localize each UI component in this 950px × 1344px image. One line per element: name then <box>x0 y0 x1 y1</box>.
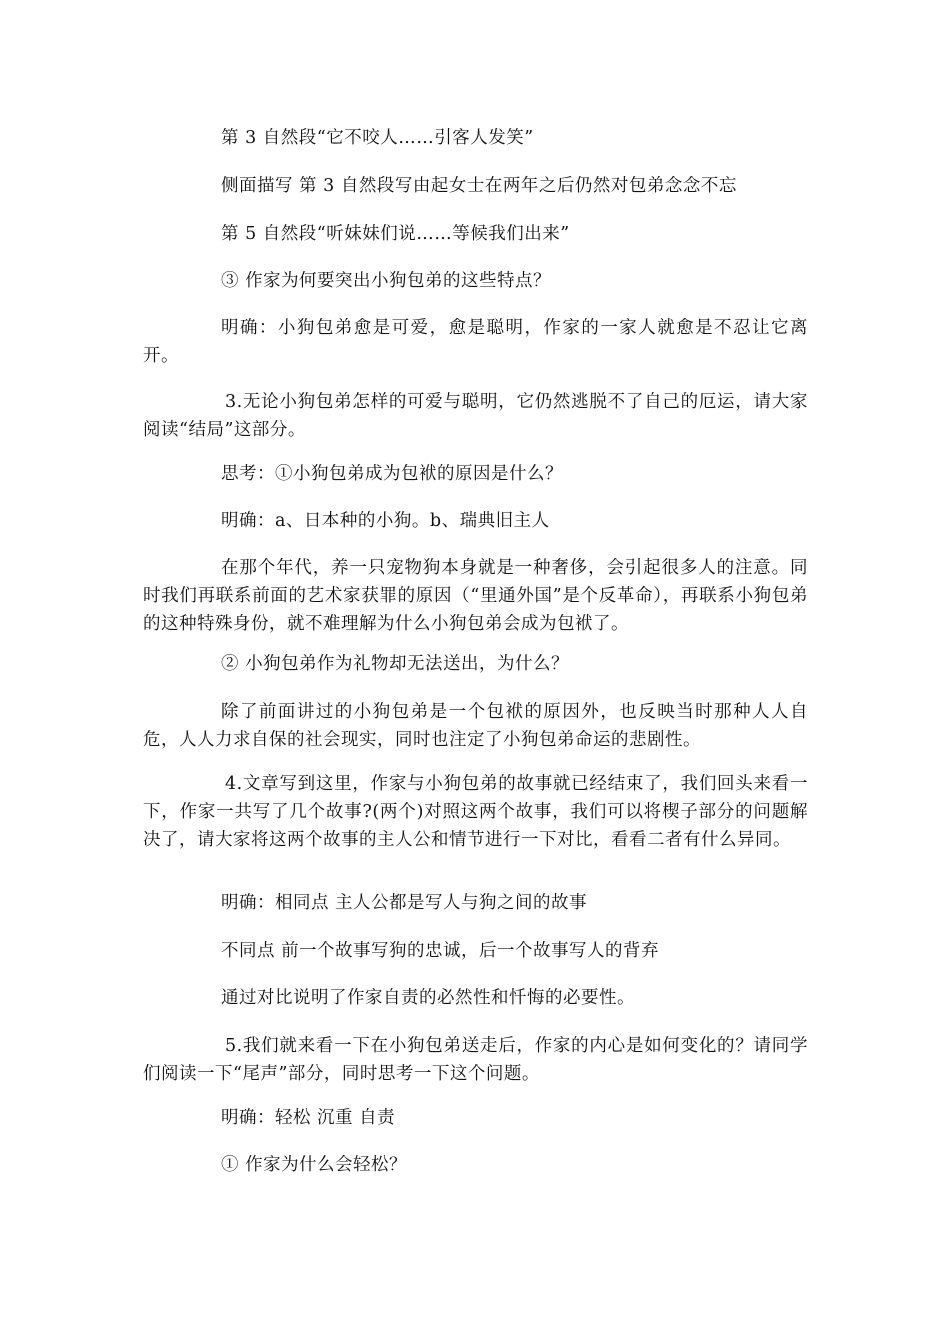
paragraph-12: 4.文章写到这里，作家与小狗包弟的故事就已经结束了，我们回头来看一下，作家一共写了几个故事?(两个)对照这两个故事，我们可以将楔子部分的问题解决了，请大家将这两个故事的主人公和情节进行一下对比，看看二者有什么异同。 <box>143 774 808 850</box>
paragraph-5: 明确：小狗包弟愈是可爱，愈是聪明，作家的一家人就愈是不忍让它离开。 <box>143 318 808 366</box>
paragraph-14: 不同点 前一个故事写狗的忠诚，后一个故事写人的背弃 <box>221 941 660 961</box>
paragraph-4: ③ 作家为何要突出小狗包弟的这些特点？ <box>221 271 552 291</box>
paragraph-18: ① 作家为什么会轻松？ <box>221 1155 408 1175</box>
paragraph-17: 明确：轻松 沉重 自责 <box>221 1108 396 1128</box>
paragraph-11: 除了前面讲过的小狗包弟是一个包袱的原因外，也反映当时那种人人自危，人人力求自保的社会现实，同时也注定了小狗包弟命运的悲剧性。 <box>143 702 808 750</box>
paragraph-7: 思考：①小狗包弟成为包袱的原因是什么？ <box>221 464 563 484</box>
paragraph-15: 通过对比说明了作家自责的必然性和忏悔的必要性。 <box>221 988 635 1008</box>
paragraph-9: 在那个年代，养一只宠物狗本身就是一种奢侈，会引起很多人的注意。同时我们再联系前面的艺术家获罪的原因（“里通外国”是个反革命），再联系小狗包弟的这种特殊身份，就不难理解为什么小狗包弟会成为包袱了。 <box>143 558 808 634</box>
paragraph-2: 侧面描写 第 3 自然段写由起女士在两年之后仍然对包弟念念不忘 <box>221 176 737 196</box>
paragraph-10: ② 小狗包弟作为礼物却无法送出，为什么？ <box>221 654 570 674</box>
paragraph-16: 5.我们就来看一下在小狗包弟送走后，作家的内心是如何变化的？请同学们阅读一下“尾声”部分，同时思考一下这个问题。 <box>143 1036 808 1084</box>
paragraph-6: 3.无论小狗包弟怎样的可爱与聪明，它仍然逃脱不了自己的厄运，请大家阅读“结局”这部分。 <box>143 392 808 440</box>
paragraph-3: 第 5 自然段“听妹妹们说……等候我们出来” <box>221 224 570 244</box>
paragraph-1: 第 3 自然段“它不咬人……引客人发笑” <box>221 128 534 148</box>
paragraph-8: 明确：a、日本种的小狗。b、瑞典旧主人 <box>221 511 550 531</box>
paragraph-13: 明确：相同点 主人公都是写人与狗之间的故事 <box>221 893 588 913</box>
